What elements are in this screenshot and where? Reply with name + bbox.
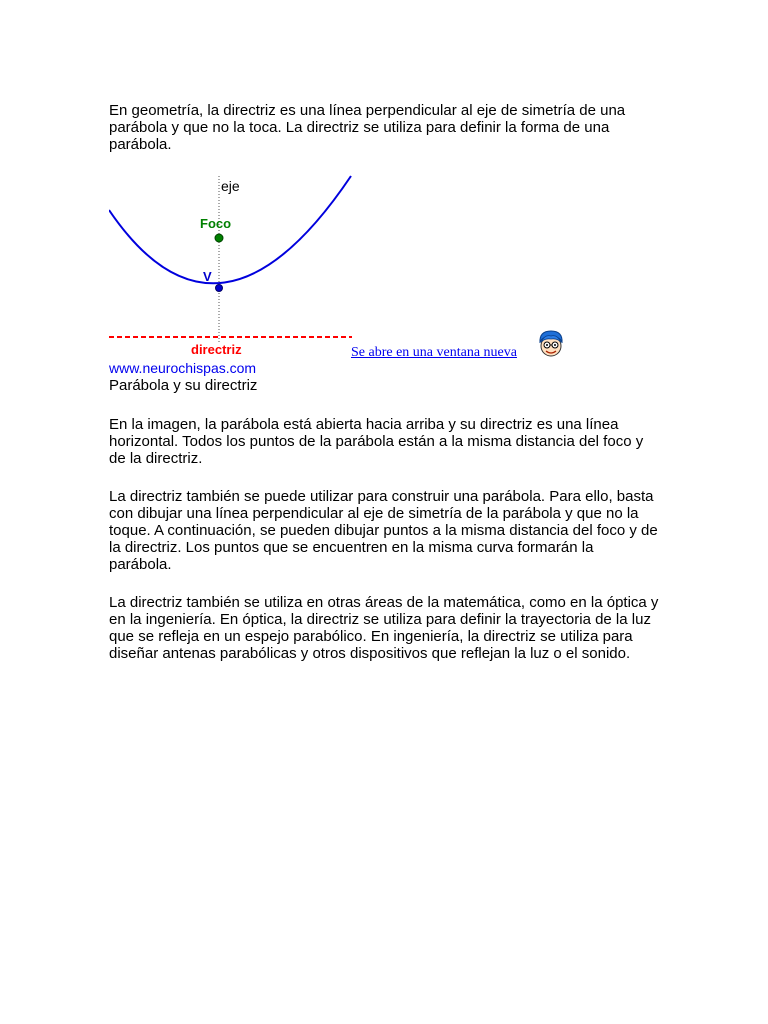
third-paragraph: La directriz también se puede utilizar para construir una parábola. Para ello, basta con dibujar una línea perpendicular al eje de simetría de la parábola y que no la toque. A continuación, se pueden dibujar puntos a la misma distancia del foco y de la directriz. Los puntos que se encuentren en la misma curva formarán la parábola. [109,488,658,573]
new-window-link[interactable]: Se abre en una ventana nueva [351,345,517,360]
focus-point [215,234,223,242]
site-link[interactable]: www.neurochispas.com [109,360,257,376]
cartoon-face-icon[interactable] [535,328,567,360]
fourth-paragraph: La directriz también se utiliza en otras áreas de la matemática, como en la óptica y en la ingeniería. En óptica, la directriz se utiliza para definir la trayectoria de la luz que se refleja en un espejo parabólico. En ingeniería, la directriz se utiliza para diseñar antenas parabólicas y otros dispositivos que reflejan la luz o el sonido. [109,594,659,662]
intro-paragraph: En geometría, la directriz es una línea perpendicular al eje de simetría de una parábola y que no la toca. La directriz se utiliza para definir la forma de una parábola. [109,102,626,153]
figure-caption: Parábola y su directriz [109,377,258,394]
second-paragraph: En la imagen, la parábola está abierta hacia arriba y su directriz es una línea horizontal. Todos los puntos de la parábola están a la misma distancia del foco y de la directriz. [109,416,644,467]
vertex-label: V [203,269,212,284]
vertex-point [216,285,223,292]
parabola-diagram [109,172,354,362]
axis-label: eje [221,178,240,194]
directrix-label: directriz [191,342,242,357]
focus-label: Foco [200,216,232,231]
parabola-figure [109,172,354,362]
